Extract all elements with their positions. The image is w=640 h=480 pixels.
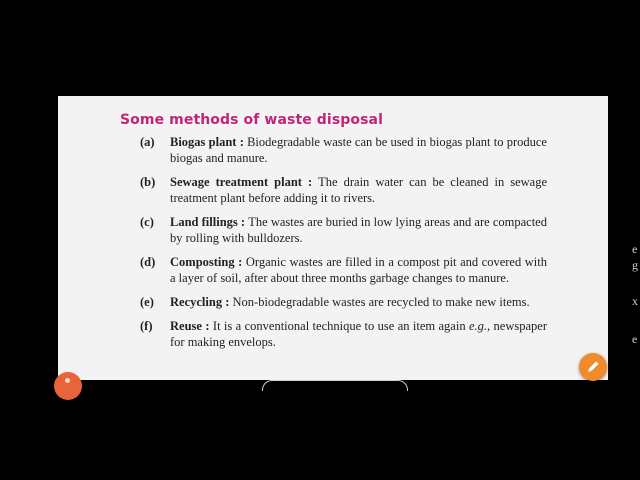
list-item: [140, 318, 547, 350]
edit-button[interactable]: [579, 353, 607, 381]
edge-text-fragment: e: [632, 332, 638, 346]
home-indicator[interactable]: [262, 380, 408, 391]
item-letter: (f): [140, 319, 153, 333]
list-item: [140, 214, 547, 246]
record-dot-icon[interactable]: [54, 372, 82, 400]
item-title: Biogas plant: [170, 135, 237, 149]
section-heading: Some methods of waste disposal: [120, 112, 383, 128]
item-description: Organic wastes are filled in a compost pit and covered with a layer of soil, after about three months garbage changes to manure.: [170, 255, 547, 285]
list-item: [140, 174, 547, 206]
item-title: Sewage treatment plant: [170, 175, 302, 189]
list-item: [140, 294, 547, 310]
item-letter: (c): [140, 215, 154, 229]
item-letter: (e): [140, 295, 154, 309]
item-description: The drain water can be cleaned in sewage treatment plant before adding it to rivers.: [170, 175, 547, 205]
item-separator: :: [237, 215, 249, 229]
item-title: Reuse: [170, 319, 202, 333]
item-separator: :: [236, 135, 248, 149]
item-separator: :: [201, 319, 213, 333]
item-separator: :: [222, 295, 233, 309]
disposal-methods-list: [140, 134, 547, 358]
list-item: [140, 134, 547, 166]
item-description: Non-biodegradable wastes are recycled to make new items.: [232, 295, 530, 309]
item-letter: (b): [140, 175, 156, 189]
item-description: The wastes are buried in low lying areas and are compacted by rolling with bulldozers.: [170, 215, 547, 245]
edge-text-fragment: x: [632, 294, 638, 308]
item-title: Recycling: [170, 295, 223, 309]
item-description-italic: e.g.,: [468, 319, 491, 333]
item-description-end: newspaper for making envelops.: [170, 319, 547, 349]
edge-text-fragment: g: [632, 258, 638, 272]
item-description: Biodegradable waste can be used in biogas plant to produce biogas and manure.: [170, 135, 547, 165]
list-item: [140, 254, 547, 286]
item-title: Composting: [170, 255, 235, 269]
item-letter: (a): [140, 135, 155, 149]
document-page: [58, 96, 608, 382]
item-separator: :: [301, 175, 319, 189]
edge-text-fragment: e: [632, 242, 638, 256]
item-title: Land fillings: [170, 215, 238, 229]
item-separator: :: [234, 255, 246, 269]
item-letter: (d): [140, 255, 156, 269]
pencil-icon: [585, 359, 601, 375]
item-description: It is a conventional technique to use an item again: [212, 319, 469, 333]
